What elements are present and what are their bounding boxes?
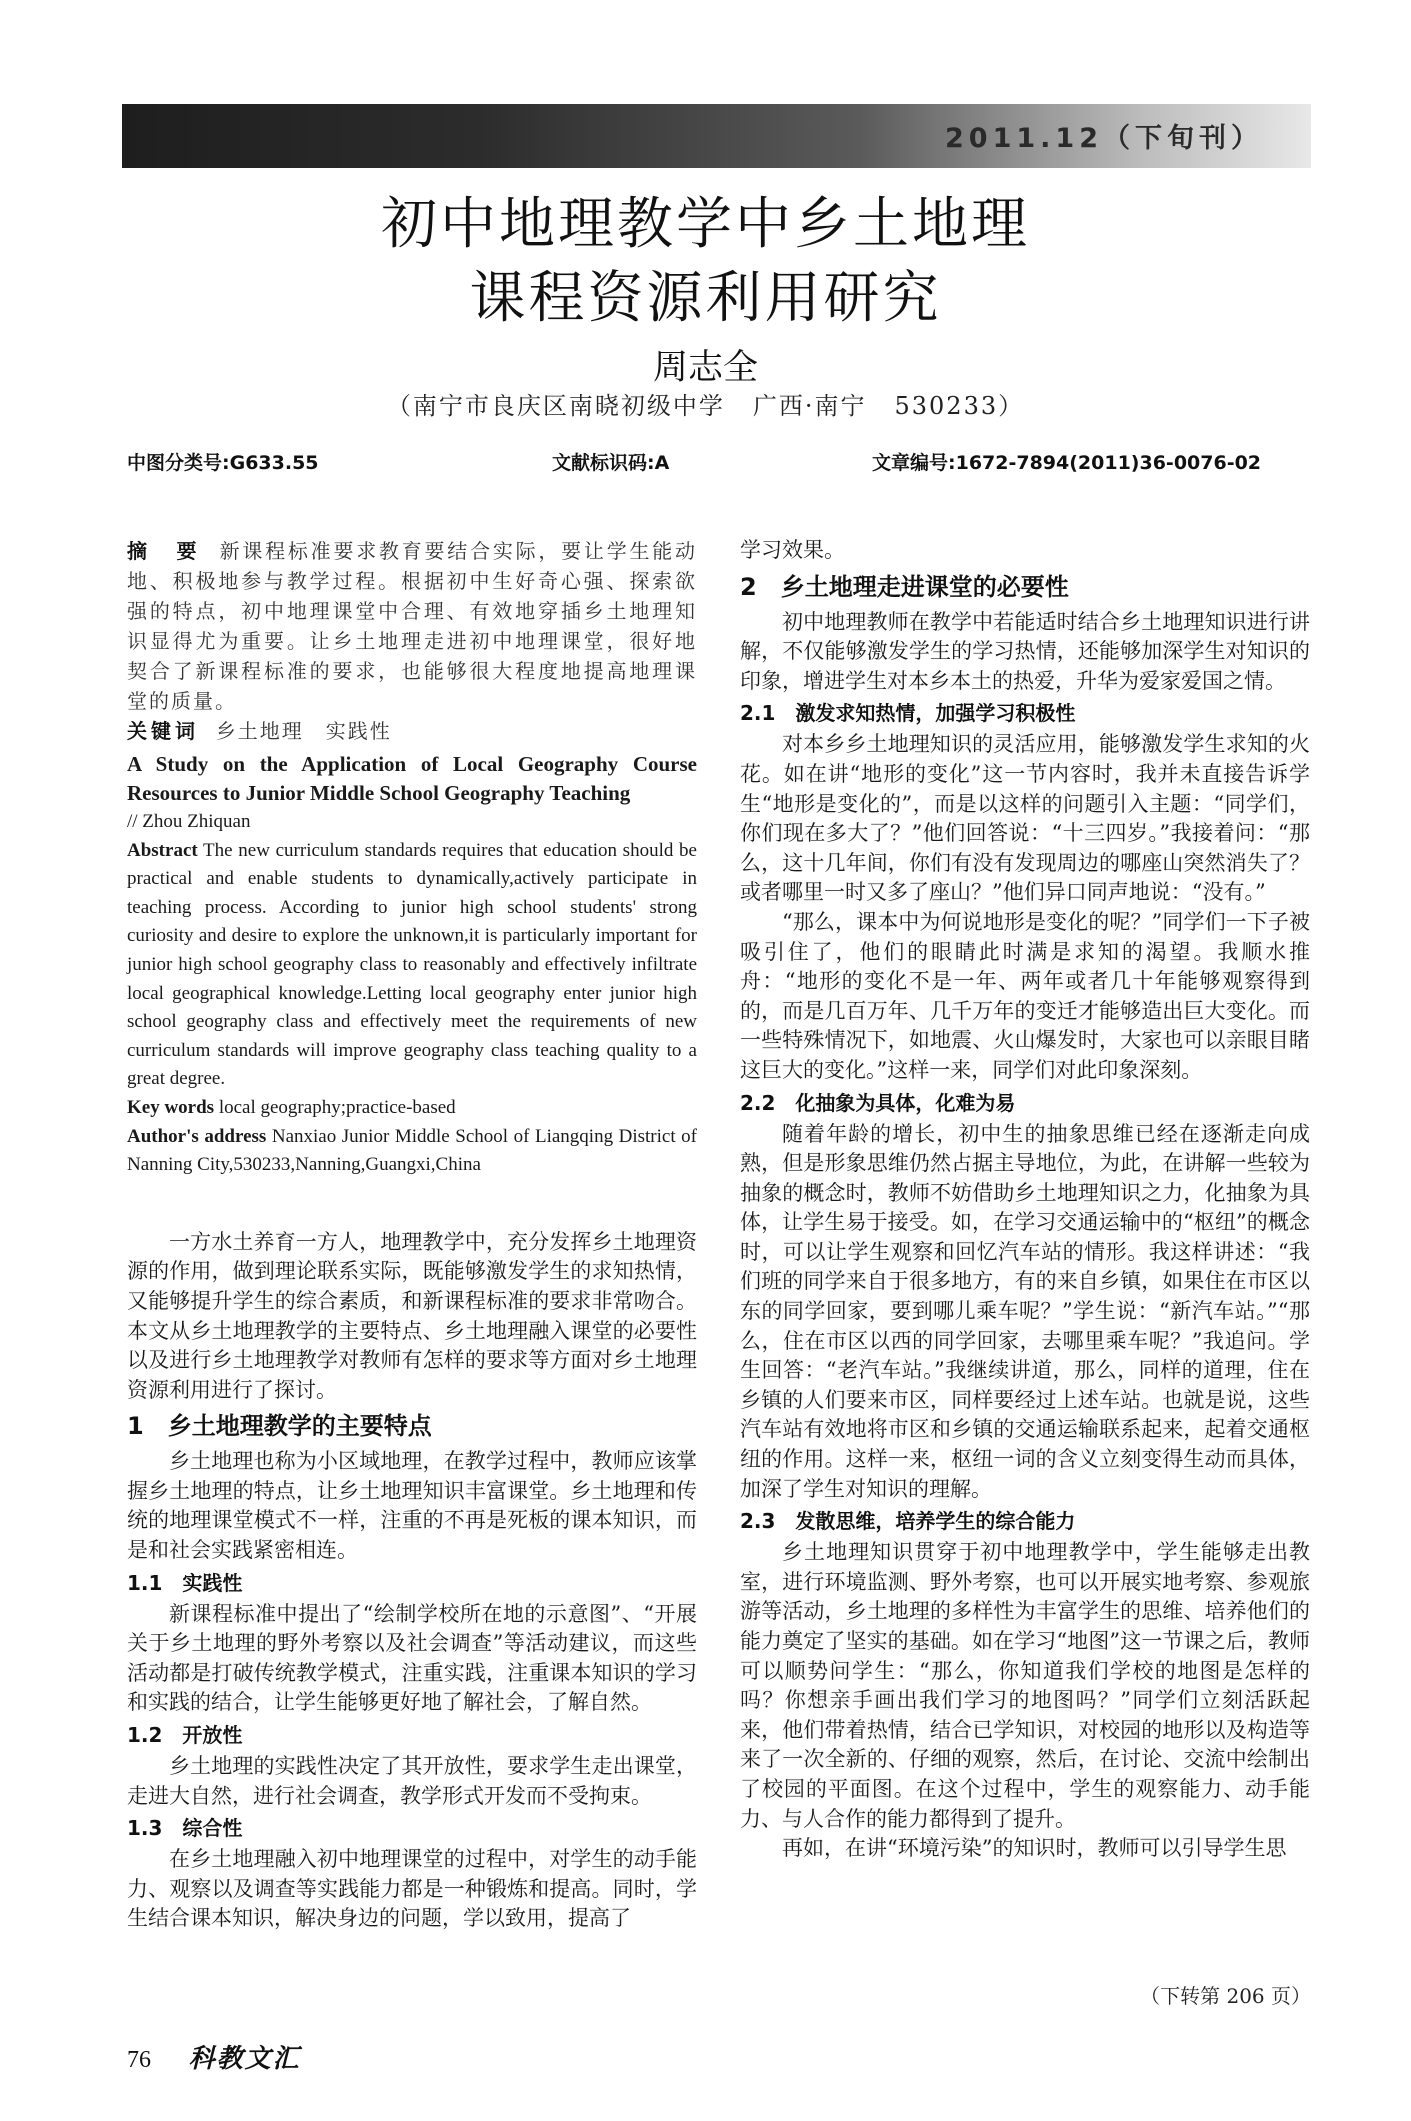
section-2-1-heading: 2.1 激发求知热情，加强学习积极性	[740, 701, 1076, 726]
english-keywords-text: local geography;practice-based	[218, 1096, 456, 1118]
affiliation	[0, 386, 1411, 421]
clc-number: 中图分类号:G633.55	[127, 452, 319, 474]
journal-name: 科教文汇	[188, 2044, 301, 2074]
page-footer	[127, 2038, 301, 2075]
affiliation-school: （南宁市良庆区南晓初级中学	[386, 392, 725, 420]
continued-text: 学习效果。	[740, 538, 845, 562]
english-title: A Study on the Application of Local Geography Course Resources to Junior Middle School Geography Teaching	[127, 752, 697, 805]
continued-note: （下转第 206 页）	[1140, 1984, 1311, 2008]
article-title	[0, 188, 1411, 336]
abstract-zh-text: 新课程标准要求教育要结合实际，要让学生能动地、积极地参与教学过程。根据初中生好奇心强、探索欲强的特点，初中地理课堂中合理、有效地穿插乡土地理知识显得尤为重要。让乡土地理走进初中地理课堂，很好地契合了新课程标准的要求，也能够很大程度地提高地理课堂的质量。	[127, 539, 698, 713]
section-1-1-paragraph: 新课程标准中提出了“绘制学校所在地的示意图”、“开展关于乡土地理的野外考察以及社会调查”等活动建议，而这些活动都是打破传统教学模式，注重实践，注重课本知识的学习和实践的结合，让学生能够更好地了解社会，了解自然。	[127, 1601, 697, 1715]
section-1-3-paragraph: 在乡土地理融入初中地理课堂的过程中，对学生的动手能力、观察以及调查等实践能力都是一种锻炼和提高。同时，学生结合课本知识，解决身边的问题，学以致用，提高了	[127, 1847, 697, 1931]
section-1-3-heading: 1.3 综合性	[127, 1816, 243, 1841]
section-1-2-paragraph: 乡土地理的实践性决定了其开放性，要求学生走出课堂，走进大自然，进行社会调查，教学形式开发而不受拘束。	[127, 1754, 697, 1808]
section-1-heading: 1 乡土地理教学的主要特点	[127, 1412, 432, 1441]
abstract-zh	[127, 536, 697, 716]
english-address-text: Nanxiao Junior Middle School of Liangqing District of Nanning City,530233,Nanning,Guangxi,China	[127, 1125, 698, 1176]
section-2-2-heading: 2.2 化抽象为具体，化难为易	[740, 1090, 1016, 1115]
left-column	[127, 536, 697, 1934]
english-keywords	[127, 1094, 697, 1123]
title-line-1: 初中地理教学中乡土地理	[381, 192, 1030, 257]
section-1-1-heading: 1.1 实践性	[127, 1570, 243, 1595]
right-column	[740, 536, 1310, 1864]
keywords-zh-text: 乡土地理 实践性	[215, 719, 392, 743]
section-1-paragraph: 乡土地理也称为小区域地理，在教学过程中，教师应该掌握乡土地理的特点，让乡土地理知识丰富课堂。乡土地理和传统的地理课堂模式不一样，注重的不再是死板的课本知识，而是和社会实践紧密相连。	[127, 1449, 697, 1563]
section-2-3-paragraph-2: 再如，在讲“环境污染”的知识时，教师可以引导学生思	[782, 1836, 1287, 1861]
section-1-2-heading: 1.2 开放性	[127, 1723, 243, 1748]
keywords-zh-label: 关键词	[127, 719, 199, 743]
section-2-3-heading: 2.3 发散思维，培养学生的综合能力	[740, 1509, 1076, 1534]
english-author: // Zhou Zhiquan	[127, 811, 251, 832]
section-2-3-paragraph-1: 乡土地理知识贯穿于初中地理教学中，学生能够走出教室，进行环境监测、野外考察，也可以开展实地考察、参观旅游等活动，乡土地理的多样性为丰富学生的思维、培养他们的能力奠定了坚实的基础。如在学习“地图”这一节课之后，教师可以顺势问学生：“那么，你知道我们学校的地图是怎样的吗？你想亲手画出我们学习的地图吗？”同学们立刻活跃起来，他们带着热情，结合已学知识，对校园的地形以及构造等来了一次全新的、仔细的观察，然后，在讨论、交流中绘制出了校园的平面图。在这个过程中，学生的观察能力、动手能力、与人合作的能力都得到了提升。	[740, 1540, 1310, 1831]
document-code: 文献标识码:A	[552, 452, 670, 474]
keywords-zh	[127, 716, 697, 746]
affiliation-postcode: 530233）	[894, 392, 1025, 420]
section-2-1-paragraph-1: 对本乡乡土地理知识的灵活应用，能够激发学生求知的火花。如在讲“地形的变化”这一节内容时，我并未直接告诉学生“地形是变化的”，而是以这样的问题引入主题：“同学们，你们现在多大了？”他们回答说：“十三四岁。”我接着问：“那么，这十几年间，你们有没有发现周边的哪座山突然消失了？或者哪里一时又多了座山？”他们异口同声地说：“没有。”	[740, 732, 1310, 905]
english-address-label: Author's address	[127, 1125, 267, 1147]
title-line-2: 课程资源利用研究	[469, 266, 942, 331]
page-number: 76	[127, 2047, 151, 2073]
abstract-zh-label: 摘 要	[127, 539, 202, 563]
header-banner	[122, 104, 1311, 168]
section-2-1-paragraph-2: “那么，课本中为何说地形是变化的呢？”同学们一下子被吸引住了，他们的眼睛此时满是求知的渴望。我顺水推舟：“地形的变化不是一年、两年或者几十年能够观察得到的，而是几百万年、几千万年的变迁才能够造出巨大变化。而一些特殊情况下，如地震、火山爆发时，大家也可以亲眼目睹这巨大的变化。”这样一来，同学们对此印象深刻。	[740, 909, 1310, 1082]
issue-label: 2011.12（下旬刊）	[945, 123, 1263, 154]
english-abstract-label: Abstract	[127, 839, 198, 861]
english-abstract	[127, 837, 697, 1094]
intro-paragraph: 一方水土养育一方人，地理教学中，充分发挥乡土地理资源的作用，做到理论联系实际，既能够激发学生的求知热情，又能够提升学生的综合素质，和新课程标准的要求非常吻合。本文从乡土地理教学的主要特点、乡土地理融入课堂的必要性以及进行乡土地理教学对教师有怎样的要求等方面对乡土地理资源利用进行了探讨。	[127, 1229, 697, 1402]
section-2-2-paragraph: 随着年龄的增长，初中生的抽象思维已经在逐渐走向成熟，但是形象思维仍然占据主导地位，为此，在讲解一些较为抽象的概念时，教师不妨借助乡土地理知识之力，化抽象为具体，让学生易于接受。如，在学习交通运输中的“枢纽”的概念时，可以让学生观察和回忆汽车站的情形。我这样讲述：“我们班的同学来自于很多地方，有的来自乡镇，如果住在市区以东的同学回家，要到哪儿乘车呢？”学生说：“新汽车站。”“那么，住在市区以西的同学回家，去哪里乘车呢？”我追问。学生回答：“老汽车站。”我继续讲道，那么，同样的道理，住在乡镇的人们要来市区，同样要经过上述车站。也就是说，这些汽车站有效地将市区和乡镇的交通运输联系起来，起着交通枢纽的作用。这样一来，枢纽一词的含义立刻变得生动而具体，加深了学生对知识的理解。	[740, 1121, 1310, 1501]
english-keywords-label: Key words	[127, 1096, 215, 1118]
section-2-paragraph: 初中地理教师在教学中若能适时结合乡土地理知识进行讲解，不仅能够激发学生的学习热情，还能够加深学生对知识的印象，增进学生对本乡本土的热爱，升华为爱家爱国之情。	[740, 609, 1310, 693]
article-number: 文章编号:1672-7894(2011)36-0076-02	[872, 452, 1262, 474]
section-2-heading: 2 乡土地理走进课堂的必要性	[740, 572, 1069, 601]
affiliation-region: 广西·南宁	[752, 392, 867, 420]
author-name: 周志全	[652, 348, 758, 388]
english-address	[127, 1123, 697, 1180]
english-abstract-text: The new curriculum standards requires that education should be practical and enable students to dynamically,actively participate in teaching process. According to junior high school students' strong curiosity and desire to explore the unknown,it is particularly important for junior high school geography class to reasonably and effectively infiltrate local geographical knowledge.Letting local geography enter junior high school geography class and effectively meet the requirements of new curriculum standards will improve geography class teaching quality to a great degree.	[127, 839, 697, 1090]
